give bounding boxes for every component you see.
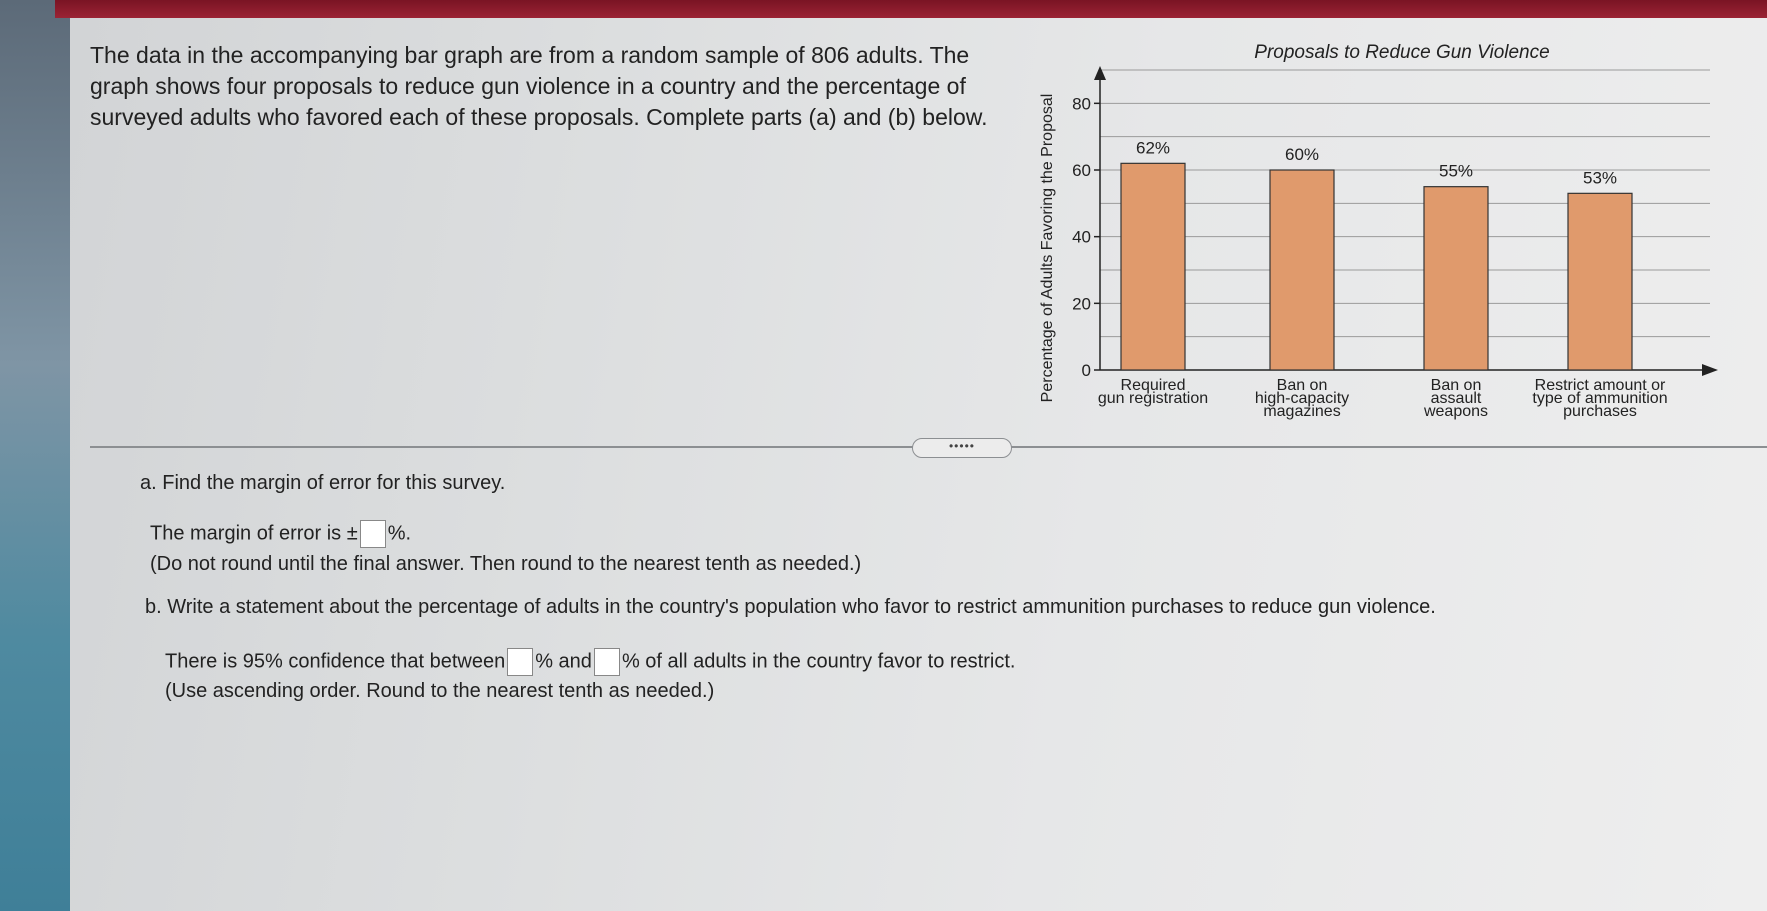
y-tick-label: 0 [1081,361,1091,380]
data-labels [1136,138,1617,187]
category-label: Required [1120,377,1186,394]
category-label: weapons [1423,403,1489,420]
bar [1568,193,1632,370]
bar [1270,170,1334,370]
part-a-hint: (Do not round until the final answer. Then round to the nearest tenth as needed.) [150,553,862,575]
bar-chart [1030,30,1750,440]
problem-intro: The data in the accompanying bar graph are from a random sample of 806 adults. The graph shows four proposals to reduce gun violence in a country and the percentage of surveyed adults who favored each of these proposals. Complete parts (a) and (b) below. [90,42,988,130]
y-axis-label: Percentage of Adults Favoring the Proposal [1039,93,1056,403]
part-a-answer-line [150,520,411,548]
bars [1121,163,1632,370]
category-label: high-capacity [1254,390,1350,407]
category-labels [1098,377,1668,420]
bar-value-label: 60% [1284,145,1320,164]
y-tick-label: 80 [1072,94,1091,114]
lower-bound-input[interactable] [507,648,533,676]
bar-value-label: 53% [1582,168,1618,188]
category-label: purchases [1563,403,1637,420]
chart-title: Proposals to Reduce Gun Violence [1254,42,1550,63]
part-b-suffix: % of all adults in the country favor to restrict. [621,650,1016,673]
upper-bound-input[interactable] [594,648,620,676]
y-tick-label: 40 [1072,227,1091,247]
x-axis-arrow [1702,364,1718,376]
bar-value-label: 55% [1438,161,1474,181]
bar [1121,163,1185,370]
category-label: assault [1430,390,1482,407]
category-label: Restrict amount or [1534,377,1666,394]
part-b-hint: (Use ascending order. Round to the nearest tenth as needed.) [165,680,715,702]
bar-value-label: 62% [1135,138,1171,158]
part-b-answer-line [165,648,1015,676]
part-a-question: a. Find the margin of error for this survey. [140,472,506,494]
y-tick-label: 20 [1072,294,1091,314]
bar [1424,187,1488,370]
part-b-question: b. Write a statement about the percentage of adults in the country's population who favor to restrict ammunition purchases to reduce gun violence. [145,596,1436,618]
category-label: Ban on [1276,377,1328,394]
expand-button[interactable]: ••••• [912,438,1012,458]
category-label: type of ammunition [1532,390,1668,407]
y-tick-label: 60 [1072,161,1091,180]
category-label: magazines [1263,403,1341,420]
part-b-prefix: There is 95% confidence that between [165,650,506,673]
category-label: gun registration [1097,390,1209,407]
part-a-prefix: The margin of error is ± [150,522,358,545]
category-label: Ban on [1430,377,1482,394]
part-b-middle: % and [535,650,592,673]
y-axis-arrow [1094,66,1106,80]
window-top-bar [55,0,1767,18]
part-a-suffix: %. [387,522,412,545]
margin-of-error-input[interactable] [360,520,386,548]
y-ticks [1072,94,1100,380]
